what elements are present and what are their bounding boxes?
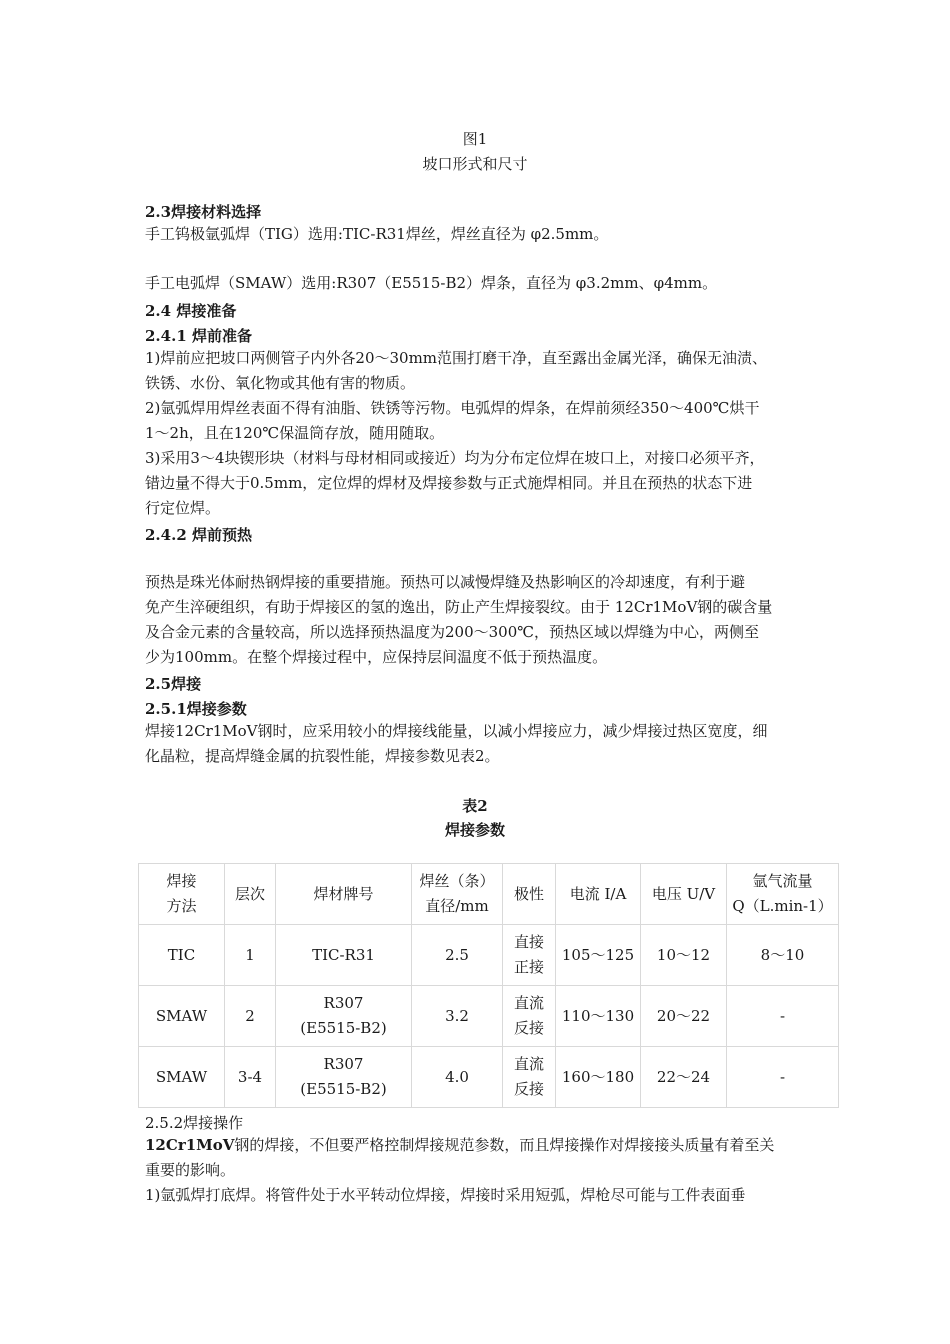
operation-paragraph: 12Cr1MoV钢的焊接，不但要严格控制焊接规范参数，而且焊接操作对焊接接头质量有着至关 重要的影响。 1)氩弧焊打底焊。将管件处于水平转动位焊接，焊接时采用短弧，焊枪尽可能与工件表面垂 (145, 1136, 775, 1204)
table-cell: 直流 反接 (503, 986, 556, 1047)
table-cell: 直接 正接 (503, 925, 556, 986)
header-cell: 氩气流量 Q（L.min-1） (727, 864, 839, 925)
table-cell: 160～180 (556, 1047, 641, 1108)
table-cell: TIC (139, 925, 225, 986)
table-cell: 110～130 (556, 986, 641, 1047)
section-2-4-heading: 2.4 焊接准备 (145, 302, 237, 320)
header-cell: 极性 (503, 864, 556, 925)
table-cell: 22～24 (641, 1047, 727, 1108)
table-cell: 2.5 (412, 925, 503, 986)
section-2-5-heading: 2.5焊接 (145, 675, 202, 693)
section-2-4-2-heading: 2.4.2 焊前预热 (145, 526, 252, 544)
tig-material-text: 手工钨极氩弧焊（TIG）选用:TIC-R31焊丝，焊丝直径为 φ2.5mm。 (145, 225, 609, 243)
section-2-3-heading: 2.3焊接材料选择 (145, 203, 262, 221)
table-row (139, 986, 839, 1047)
header-cell: 焊丝（条） 直径/mm (412, 864, 503, 925)
table-cell: 20～22 (641, 986, 727, 1047)
table-cell: R307 (E5515-B2) (276, 1047, 412, 1108)
figure-title: 坡口形式和尺寸 (422, 155, 528, 173)
table-cell: 4.0 (412, 1047, 503, 1108)
table-cell: SMAW (139, 1047, 225, 1108)
header-cell: 电流 I/A (556, 864, 641, 925)
header-cell: 焊接 方法 (139, 864, 225, 925)
section-2-5-1-heading: 2.5.1焊接参数 (145, 700, 247, 718)
table-title: 焊接参数 (444, 821, 505, 839)
table-cell: 105～125 (556, 925, 641, 986)
prep-item-2: 2)氩弧焊用焊丝表面不得有油脂、铁锈等污物。电弧焊的焊条，在焊前须经350～400℃烘干 1～2h，且在120℃保温筒存放，随用随取。 (145, 399, 760, 442)
table-number: 表2 (462, 797, 488, 815)
table-cell: - (727, 1047, 839, 1108)
header-cell: 焊材牌号 (276, 864, 412, 925)
steel-grade-bold: 12Cr1MoV (145, 1136, 235, 1154)
table-cell: SMAW (139, 986, 225, 1047)
table-cell: - (727, 986, 839, 1047)
preheat-paragraph: 预热是珠光体耐热钢焊接的重要措施。预热可以减慢焊缝及热影响区的冷却速度，有利于避 免产生淬硬组织，有助于焊接区的氢的逸出，防止产生焊接裂纹。由于 12Cr1MoV钢的碳含量 及合金元素的含量较高，所以选择预热温度为200～300℃，预热区域以焊缝为中心，两侧至 少为100mm。在整个焊接过程中，应保持层间温度不低于预热温度。 (145, 573, 773, 666)
table-cell: 3-4 (225, 1047, 276, 1108)
section-2-5-2-heading: 2.5.2焊接操作 (145, 1114, 244, 1132)
prep-item-3: 3)采用3～4块锲形块（材料与母材相同或接近）均为分布定位焊在坡口上，对接口必须平齐， 错边量不得大于0.5mm，定位焊的焊材及焊接参数与正式施焊相同。并且在预热的状态下进 行定位焊。 (145, 449, 765, 517)
section-2-4-1-heading: 2.4.1 焊前准备 (145, 327, 252, 345)
table-cell: 1 (225, 925, 276, 986)
params-paragraph: 焊接12Cr1MoV钢时，应采用较小的焊接线能量，以减小焊接应力，减少焊接过热区宽度，细 化晶粒，提高焊缝金属的抗裂性能，焊接参数见表2。 (145, 722, 768, 765)
table-row (139, 1047, 839, 1108)
prep-item-1: 1)焊前应把坡口两侧管子内外各20～30mm范围打磨干净，直至露出金属光泽，确保无油渍、 铁锈、水份、氧化物或其他有害的物质。 (145, 349, 768, 392)
table-row (139, 925, 839, 986)
figure-number: 图1 (462, 130, 488, 148)
table-cell: TIC-R31 (276, 925, 412, 986)
table-cell: 10～12 (641, 925, 727, 986)
table-cell: 2 (225, 986, 276, 1047)
table-cell: R307 (E5515-B2) (276, 986, 412, 1047)
table-cell: 3.2 (412, 986, 503, 1047)
table-cell: 直流 反接 (503, 1047, 556, 1108)
table-header-row (139, 864, 839, 925)
table-cell: 8～10 (727, 925, 839, 986)
smaw-material-text: 手工电弧焊（SMAW）选用:R307（E5515-B2）焊条，直径为 φ3.2mm、φ4mm。 (145, 274, 718, 292)
header-cell: 电压 U/V (641, 864, 727, 925)
header-cell: 层次 (225, 864, 276, 925)
welding-parameters-table (138, 863, 839, 1108)
